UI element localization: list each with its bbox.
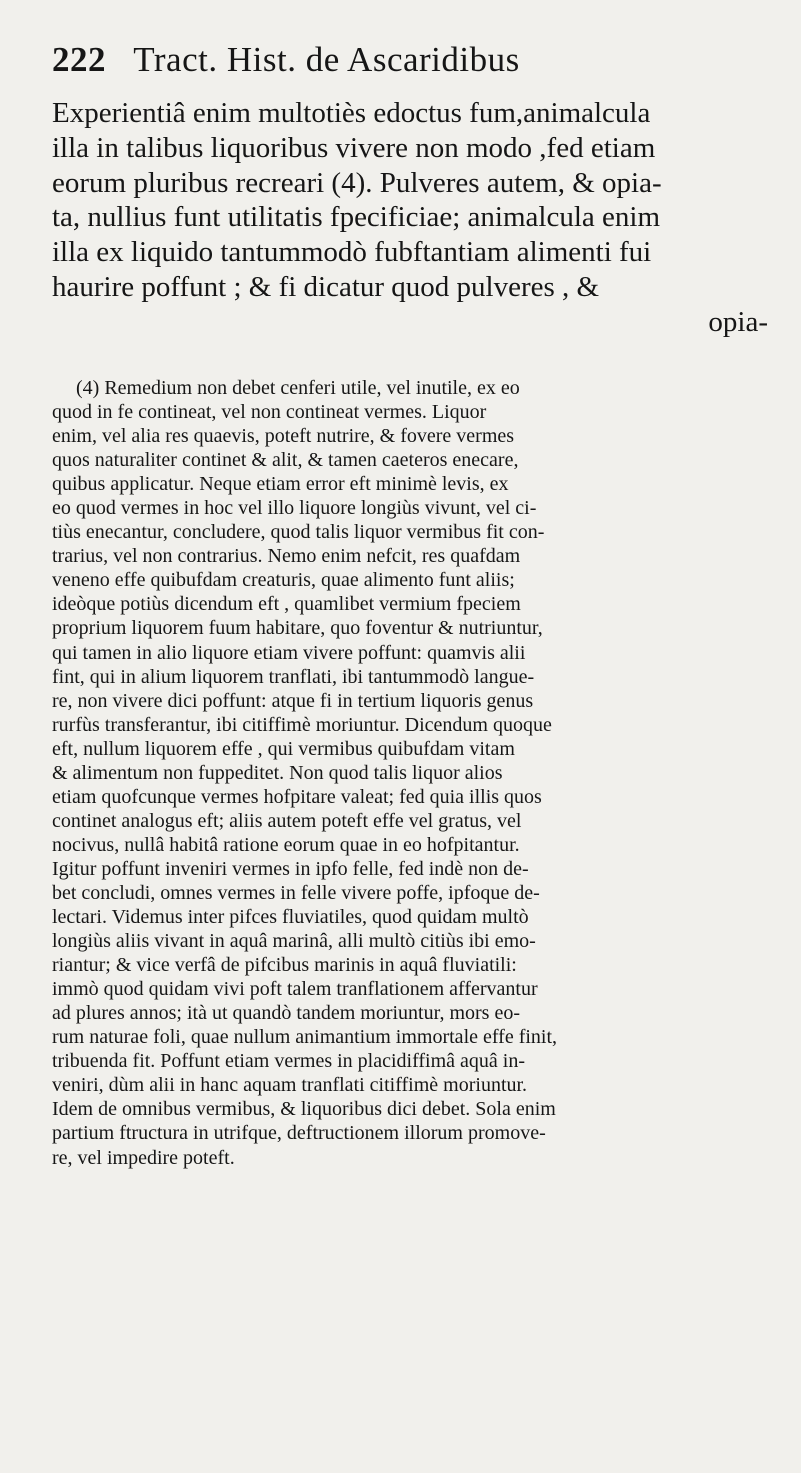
- footnote-line: partium ftructura in utrifque, deftructionem illorum promove-: [52, 1122, 546, 1145]
- footnote-line: eft, nullum liquorem effe , qui vermibus quibufdam vitam: [52, 737, 515, 760]
- running-head-title: Tract. Hist. de Ascaridibus: [133, 40, 520, 79]
- footnote-line: tiùs enecantur, concludere, quod talis liquor vermibus fit con-: [52, 521, 545, 544]
- footnote-line: immò quod quidam vivi poft talem tranflationem affervantur: [52, 978, 538, 1001]
- main-text-line: eorum pluribus recreari (4). Pulveres autem, & opia-: [52, 166, 662, 199]
- footnote-line: quod in fe contineat, vel non contineat vermes. Liquor: [52, 401, 487, 424]
- footnote-block: [52, 376, 780, 1170]
- footnote-line: longiùs aliis vivant in aquâ marinâ, alli multò citiùs ibi emo-: [52, 930, 536, 953]
- footnote-line: ideòque potiùs dicendum eft , quamlibet vermium fpeciem: [52, 593, 521, 616]
- footnote-line: rurfùs transferantur, ibi citiffimè moriuntur. Dicendum quoque: [52, 713, 552, 736]
- footnote-line: quos naturaliter continet & alit, & tamen caeteros enecare,: [52, 449, 519, 472]
- footnote-line: riantur; & vice verfâ de pifcibus marinis in aquâ fluviatili:: [52, 954, 517, 977]
- footnote-line: nocivus, nullâ habitâ ratione eorum quae in eo hofpitantur.: [52, 833, 520, 856]
- main-text-block: [52, 96, 772, 340]
- footnote-line: bet concludi, omnes vermes in felle vivere poffe, ipfoque de-: [52, 881, 540, 904]
- page-number: 222: [52, 40, 106, 79]
- main-text-line: illa ex liquido tantummodò fubftantiam alimenti fui: [52, 236, 652, 269]
- footnote-line: Idem de omnibus vermibus, & liquoribus dici debet. Sola enim: [52, 1098, 556, 1121]
- footnote-line: trarius, vel non contrarius. Nemo enim nefcit, res quafdam: [52, 545, 521, 568]
- footnote-line: tribuenda fit. Poffunt etiam vermes in placidiffimâ aquâ in-: [52, 1050, 526, 1073]
- footnote-line: continet analogus eft; aliis autem poteft effe vel gratus, vel: [52, 809, 522, 832]
- footnote-line: veneno effe quibufdam creaturis, quae alimento funt aliis;: [52, 569, 515, 592]
- footnote-line: & alimentum non fuppeditet. Non quod talis liquor alios: [52, 761, 503, 784]
- catchword: opia-: [708, 305, 768, 338]
- footnote-line: re, vel impedire poteft.: [52, 1146, 235, 1169]
- footnote-line: (4) Remedium non debet cenferi utile, vel inutile, ex eo: [76, 377, 520, 399]
- footnote-line: eo quod vermes in hoc vel illo liquore longiùs vivunt, vel ci-: [52, 497, 537, 520]
- footnote-line: Igitur poffunt inveniri vermes in ipfo felle, fed indè non de-: [52, 857, 529, 880]
- footnote-line: etiam quofcunque vermes hofpitare valeat; fed quia illis quos: [52, 785, 542, 808]
- footnote-line: qui tamen in alio liquore etiam vivere poffunt: quamvis alii: [52, 641, 526, 664]
- footnote-line: quibus applicatur. Neque etiam error eft minimè levis, ex: [52, 473, 509, 496]
- main-text-line: haurire poffunt ; & fi dicatur quod pulveres , &: [52, 270, 600, 303]
- footnote-line: proprium liquorem fuum habitare, quo foventur & nutriuntur,: [52, 617, 543, 640]
- main-text-line: illa in talibus liquoribus vivere non modo ,fed etiam: [52, 131, 656, 164]
- footnote-line: re, non vivere dici poffunt: atque fi in tertium liquoris genus: [52, 689, 534, 712]
- footnote-line: fint, qui in alium liquorem tranflati, ibi tantummodò langue-: [52, 665, 535, 688]
- running-head: [52, 40, 772, 96]
- footnote-line: enim, vel alia res quaevis, poteft nutrire, & fovere vermes: [52, 425, 515, 448]
- footnote-line: lectari. Videmus inter pifces fluviatiles, quod quidam multò: [52, 906, 529, 929]
- footnote-line: ad plures annos; ità ut quandò tandem moriuntur, mors eo-: [52, 1002, 520, 1025]
- footnote-line: rum naturae foli, quae nullum animantium immortale effe finit,: [52, 1026, 558, 1049]
- footnote-line: veniri, dùm alii in hanc aquam tranflati citiffimè moriuntur.: [52, 1074, 528, 1097]
- main-text-line: Experientiâ enim multotiès edoctus fum,animalcula: [52, 97, 651, 129]
- main-text-line: ta, nullius funt utilitatis fpecificiae; animalcula enim: [52, 201, 661, 234]
